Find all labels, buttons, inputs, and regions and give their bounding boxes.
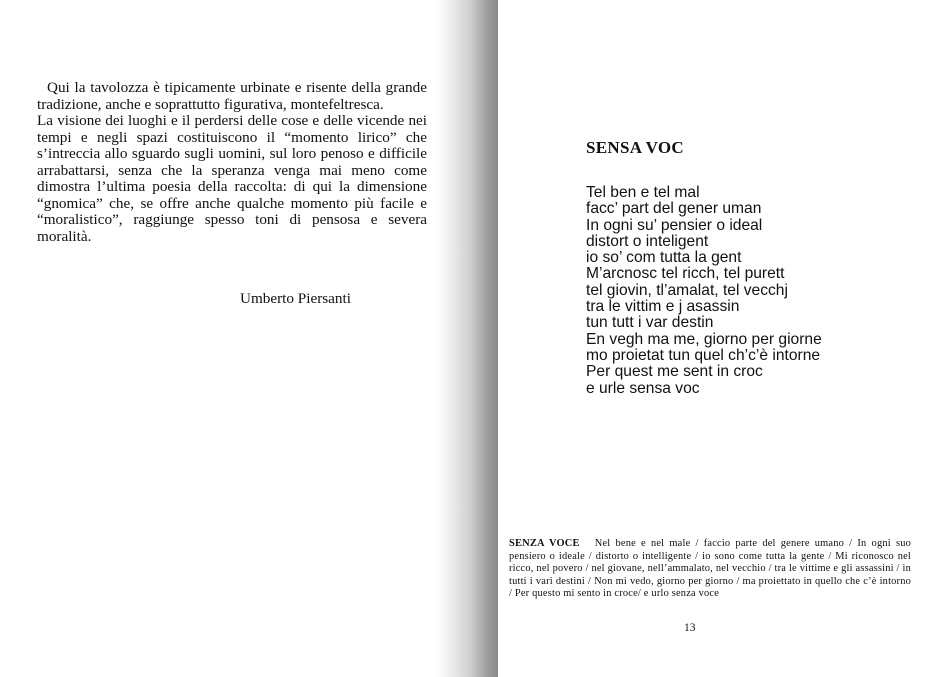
poem-line: In ogni su’ pensier o ideal: [586, 216, 763, 234]
essay-paragraph-2: La visione dei luoghi e il perdersi delle cose e delle vicende nei tempi e negli spazi costituiscono il “momento lirico” che s’intreccia allo sguardo sugli uomini, sul loro penoso e difficile arrabattarsi, senza che la speranza venga mai meno come dimostra l’ultima poesia della raccolta: di qui la dimensione “gnomica” che, se offre anche qualche momento più facile e “moralistico”, raggiunge spesso toni di pensosa e severa moralità.: [37, 112, 427, 245]
poem-line: Tel ben e tel mal: [586, 184, 700, 201]
poem-line: mo proietat tun quel ch’c’è intorne: [586, 346, 821, 364]
poem-title: SENSA VOC: [586, 138, 684, 157]
book-gutter-shadow: [436, 0, 498, 677]
poem-line: io so’ com tutta la gent: [586, 249, 742, 267]
poem-line: tun tutt i var destin: [586, 314, 714, 332]
essay-paragraph-1: Qui la tavolozza è tipicamente urbinate e risente della grande tradizione, anche e soprattutto figurativa, montefeltresca.: [37, 79, 427, 113]
author-signature: Umberto Piersanti: [240, 290, 351, 307]
poem-line: M’arcnosc tel ricch, tel purett: [586, 265, 785, 283]
right-page: [498, 0, 945, 677]
left-page: [0, 0, 440, 677]
poem-line: tra le vittim e j asassin: [586, 298, 740, 316]
translation-title: SENZA VOCE: [509, 538, 580, 549]
poem-line: e urle sensa voc: [586, 379, 700, 397]
essay-text: [37, 80, 427, 245]
poem-line: facc’ part del gener uman: [586, 200, 762, 218]
italian-translation: [509, 538, 911, 601]
poem-body: [586, 185, 822, 397]
poem-line: Per quest me sent in croc: [586, 363, 763, 381]
poem-line: tel giovin, tl’amalat, tel vecchj: [586, 281, 788, 299]
page-number: 13: [684, 622, 696, 634]
poem-line: En vegh ma me, giorno per giorne: [586, 330, 822, 348]
translation-text: Nel bene e nel male / faccio parte del genere umano / In ogni suo pensiero o ideale / distorto o intelligente / io sono come tutta la gente / Mi riconosco nel ricco, nel povero / nel giovane, nell’ammalato, nel vecchio / tra le vittime e gli assassini / in tutti i vari destini / Non mi vedo, giorno per giorno / ma proiettato in quello che c’è intorno / Per questo mi sento in croce/ e urlo senza voce: [509, 538, 911, 600]
poem-line: distort o inteligent: [586, 232, 709, 250]
